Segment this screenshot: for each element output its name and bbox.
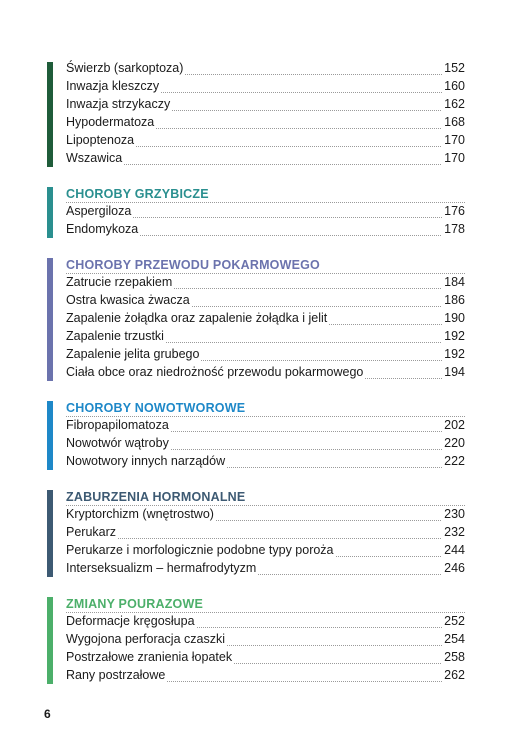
entry-page-number: 170 <box>444 133 465 147</box>
section-heading: ZABURZENIA HORMONALNE <box>66 488 465 506</box>
toc-entry[interactable] <box>66 328 465 346</box>
entry-title: Hypodermatoza <box>66 115 155 129</box>
toc-entry[interactable] <box>66 435 465 453</box>
dot-leader <box>192 306 442 307</box>
dot-leader <box>227 467 442 468</box>
entry-page-number: 190 <box>444 311 465 325</box>
entry-title: Perukarze i morfologicznie podobne typy poroża <box>66 543 334 557</box>
dot-leader <box>124 164 442 165</box>
toc-entry[interactable] <box>66 96 465 114</box>
entry-page-number: 246 <box>444 561 465 575</box>
dot-leader <box>216 520 442 521</box>
toc-section <box>47 595 465 685</box>
entry-title: Ostra kwasica żwacza <box>66 293 190 307</box>
dot-leader <box>133 217 442 218</box>
entry-page-number: 222 <box>444 454 465 468</box>
entry-title: Interseksualizm – hermafrodytyzm <box>66 561 257 575</box>
entry-title: Fibropapilomatoza <box>66 418 169 432</box>
dot-leader <box>201 360 442 361</box>
toc-entry[interactable] <box>66 78 465 96</box>
dot-leader <box>174 288 442 289</box>
entry-page-number: 160 <box>444 79 465 93</box>
entry-title: Inwazja strzykaczy <box>66 97 171 111</box>
entry-page-number: 232 <box>444 525 465 539</box>
dot-leader <box>171 431 442 432</box>
entry-page-number: 192 <box>444 347 465 361</box>
dot-leader <box>234 663 442 664</box>
toc-entry[interactable] <box>66 310 465 328</box>
section-color-bar <box>47 490 53 577</box>
toc-entry[interactable] <box>66 132 465 150</box>
entry-page-number: 252 <box>444 614 465 628</box>
dot-leader <box>197 627 443 628</box>
toc-entry[interactable] <box>66 560 465 578</box>
entry-title: Rany postrzałowe <box>66 668 166 682</box>
toc-entry[interactable] <box>66 364 465 382</box>
entry-title: Zapalenie jelita grubego <box>66 347 200 361</box>
section-heading: CHOROBY PRZEWODU POKARMOWEGO <box>66 256 465 274</box>
entry-title: Inwazja kleszczy <box>66 79 160 93</box>
toc-section <box>47 399 465 471</box>
entry-title: Nowotwór wątroby <box>66 436 169 450</box>
toc-entry[interactable] <box>66 417 465 435</box>
dot-leader <box>136 146 442 147</box>
entry-page-number: 186 <box>444 293 465 307</box>
entry-title: Zapalenie trzustki <box>66 329 164 343</box>
toc-section <box>47 488 465 578</box>
toc-entry[interactable] <box>66 667 465 685</box>
dot-leader <box>167 681 442 682</box>
entry-title: Deformacje kręgosłupa <box>66 614 195 628</box>
entry-title: Zapalenie żołądka oraz zapalenie żołądka i jelit <box>66 311 328 325</box>
entry-title: Kryptorchizm (wnętrostwo) <box>66 507 214 521</box>
dot-leader <box>258 574 442 575</box>
entry-title: Nowotwory innych narządów <box>66 454 226 468</box>
toc-entry[interactable] <box>66 524 465 542</box>
entry-title: Lipoptenoza <box>66 133 135 147</box>
toc-section <box>47 185 465 239</box>
entry-page-number: 152 <box>444 61 465 75</box>
toc-entry[interactable] <box>66 203 465 221</box>
dot-leader <box>161 92 442 93</box>
entry-title: Endomykoza <box>66 222 139 236</box>
table-of-contents <box>47 60 465 685</box>
toc-entry[interactable] <box>66 542 465 560</box>
dot-leader <box>336 556 443 557</box>
entry-title: Aspergiloza <box>66 204 132 218</box>
entry-page-number: 194 <box>444 365 465 379</box>
toc-entry[interactable] <box>66 221 465 239</box>
entry-title: Perukarz <box>66 525 117 539</box>
entry-page-number: 230 <box>444 507 465 521</box>
section-heading: CHOROBY GRZYBICZE <box>66 185 465 203</box>
page-number: 6 <box>44 707 51 721</box>
toc-entry[interactable] <box>66 613 465 631</box>
toc-entry[interactable] <box>66 150 465 168</box>
entry-page-number: 184 <box>444 275 465 289</box>
dot-leader <box>329 324 442 325</box>
entry-page-number: 176 <box>444 204 465 218</box>
dot-leader <box>166 342 442 343</box>
section-color-bar <box>47 258 53 381</box>
section-color-bar <box>47 597 53 684</box>
entry-page-number: 262 <box>444 668 465 682</box>
entry-page-number: 162 <box>444 97 465 111</box>
entry-page-number: 170 <box>444 151 465 165</box>
section-heading: ZMIANY POURAZOWE <box>66 595 465 613</box>
toc-entry[interactable] <box>66 292 465 310</box>
toc-entry[interactable] <box>66 453 465 471</box>
entry-page-number: 258 <box>444 650 465 664</box>
entry-page-number: 168 <box>444 115 465 129</box>
entry-page-number: 178 <box>444 222 465 236</box>
toc-section <box>47 60 465 168</box>
toc-entry[interactable] <box>66 346 465 364</box>
entry-page-number: 202 <box>444 418 465 432</box>
toc-entry[interactable] <box>66 114 465 132</box>
toc-entry[interactable] <box>66 274 465 292</box>
toc-entry[interactable] <box>66 649 465 667</box>
section-color-bar <box>47 187 53 238</box>
entry-title: Wygojona perforacja czaszki <box>66 632 225 646</box>
section-heading: CHOROBY NOWOTWOROWE <box>66 399 465 417</box>
entry-title: Świerzb (sarkoptoza) <box>66 61 184 75</box>
dot-leader <box>118 538 442 539</box>
toc-entry[interactable] <box>66 506 465 524</box>
dot-leader <box>140 235 442 236</box>
dot-leader <box>227 645 442 646</box>
toc-entry[interactable] <box>66 631 465 649</box>
section-color-bar <box>47 401 53 470</box>
entry-title: Zatrucie rzepakiem <box>66 275 173 289</box>
entry-page-number: 244 <box>444 543 465 557</box>
entry-title: Ciała obce oraz niedrożność przewodu pokarmowego <box>66 365 364 379</box>
dot-leader <box>365 378 442 379</box>
dot-leader <box>172 110 442 111</box>
entry-page-number: 192 <box>444 329 465 343</box>
entry-title: Postrzałowe zranienia łopatek <box>66 650 233 664</box>
entry-page-number: 254 <box>444 632 465 646</box>
section-color-bar <box>47 62 53 167</box>
toc-entry[interactable] <box>66 60 465 78</box>
entry-title: Wszawica <box>66 151 123 165</box>
toc-section <box>47 256 465 382</box>
dot-leader <box>156 128 442 129</box>
dot-leader <box>171 449 442 450</box>
entry-page-number: 220 <box>444 436 465 450</box>
dot-leader <box>185 74 442 75</box>
